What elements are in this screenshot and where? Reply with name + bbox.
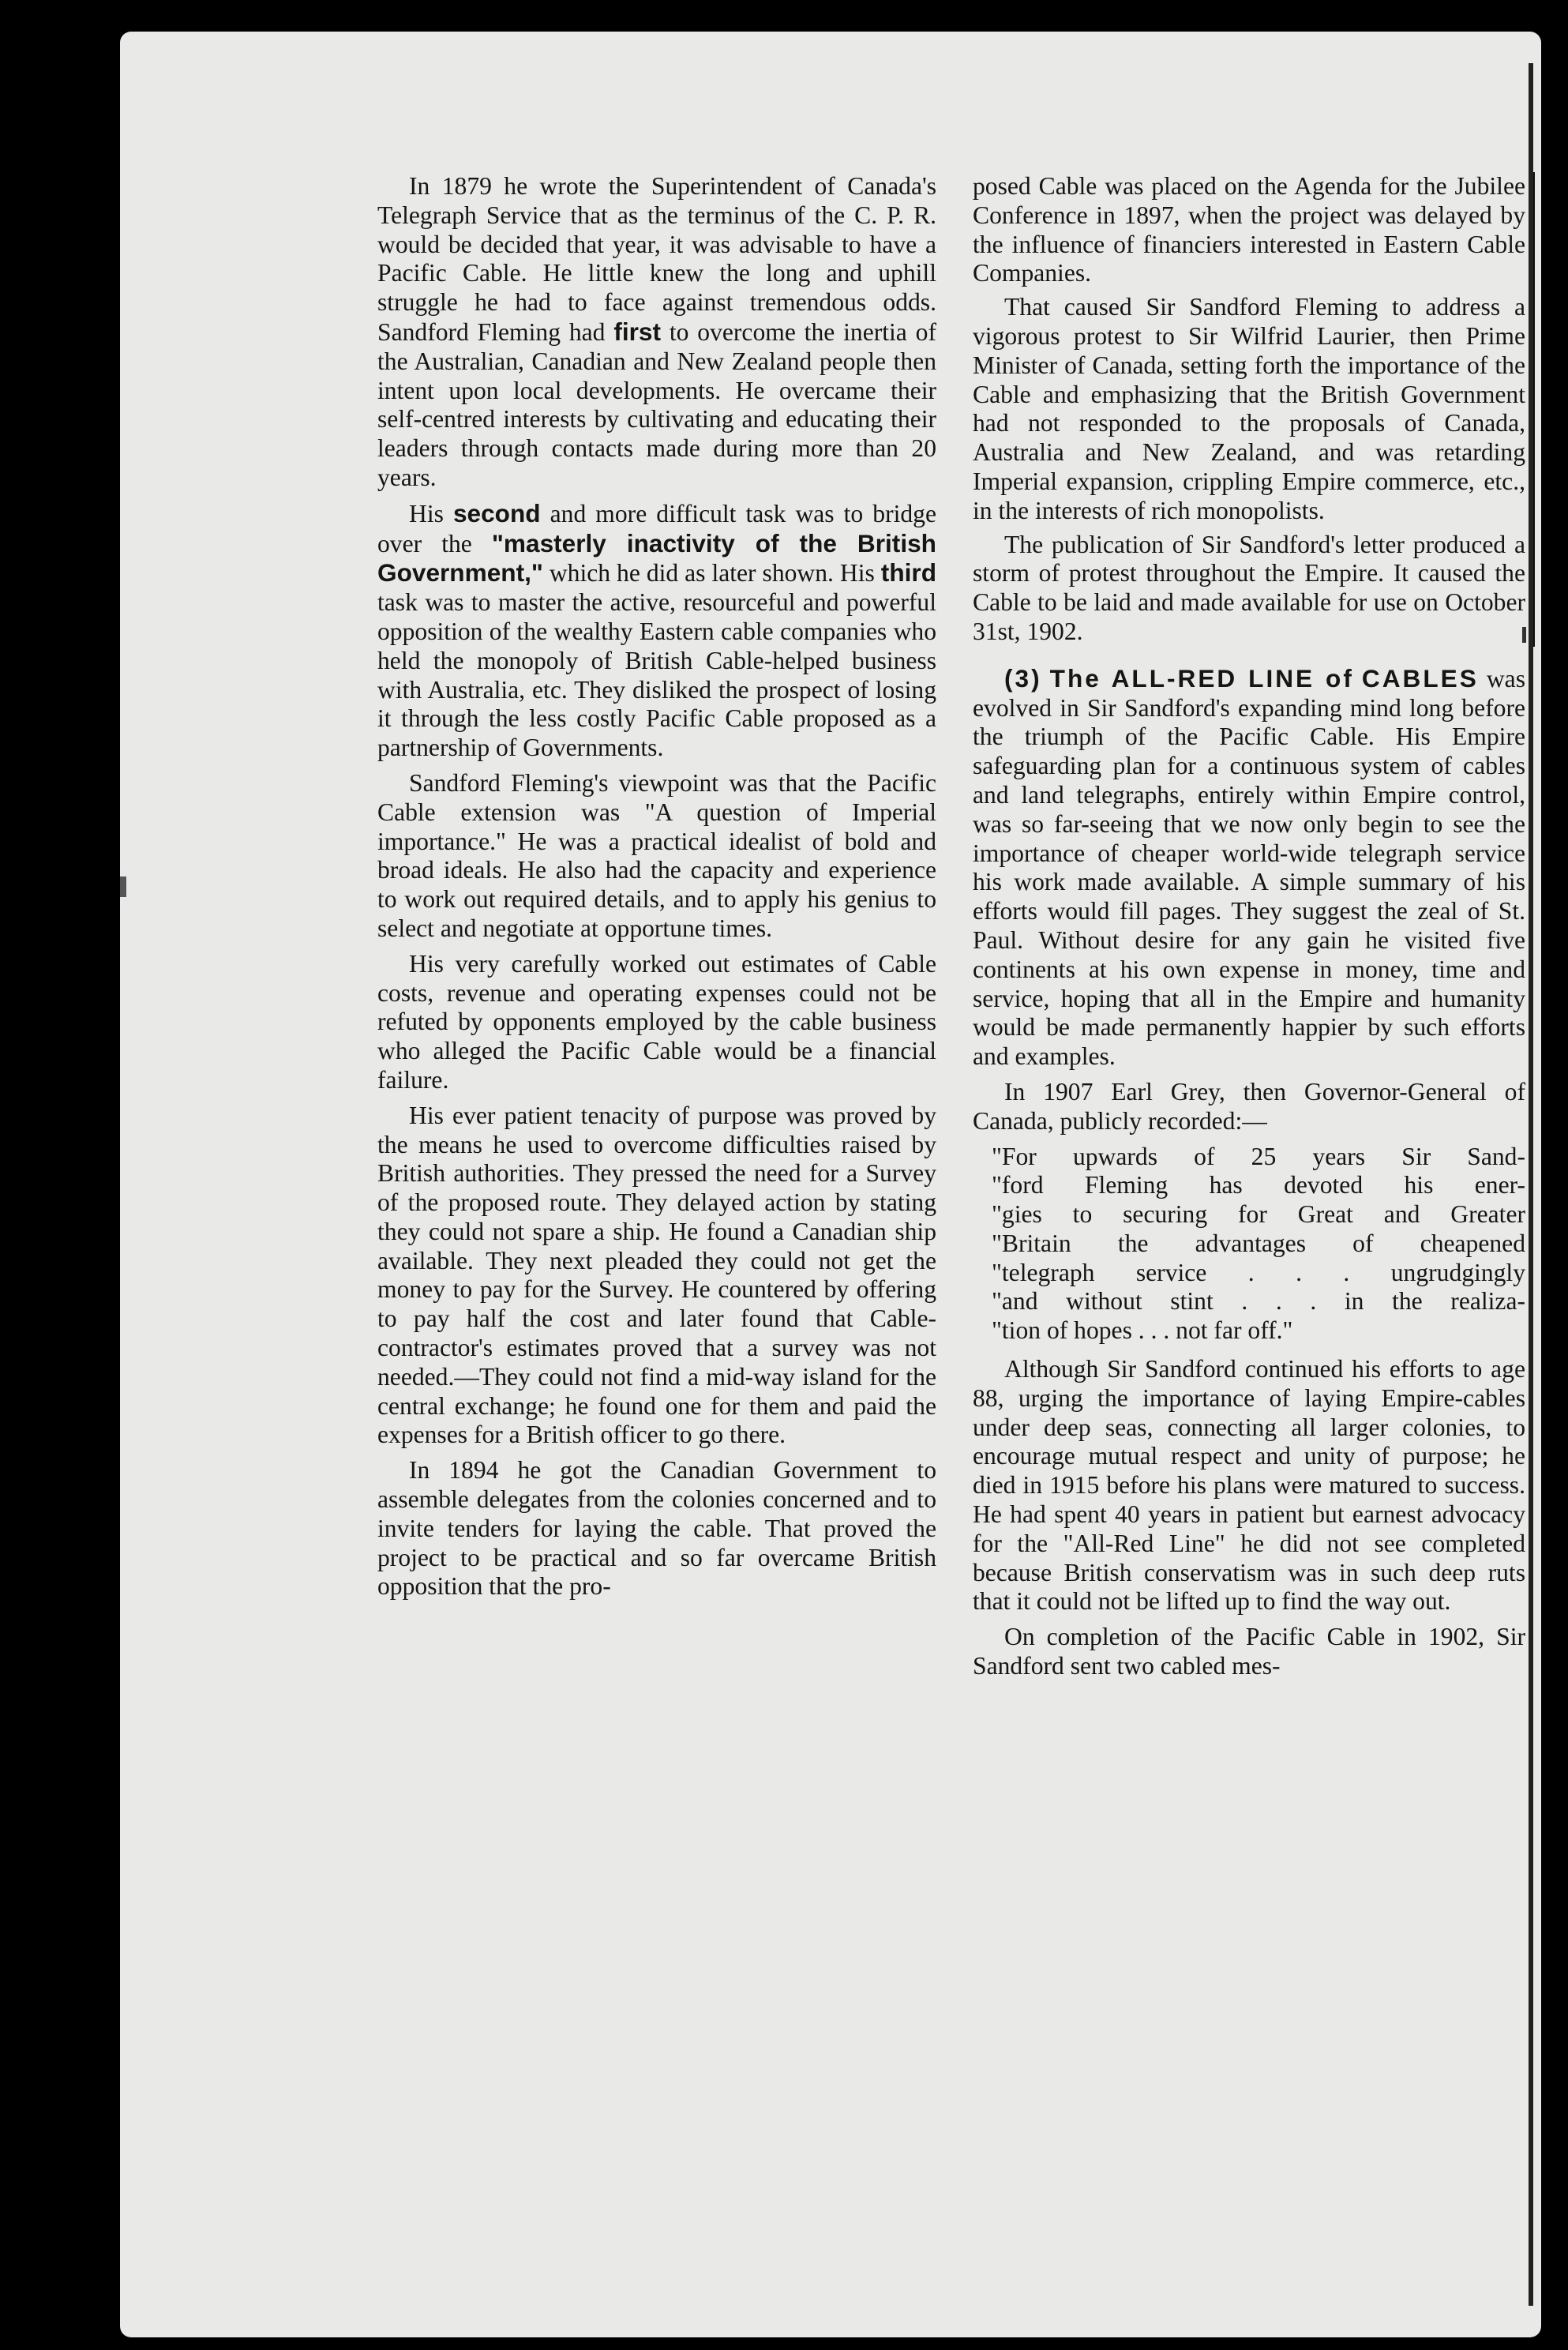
- emphasis-first: first: [613, 317, 661, 346]
- text-span: task was to master the active, resourceful and powerful opposition of the wealthy Eastern cable companies who held the monopoly of British Cable-helped business with Australia, etc. They disliked the prospect of losing it through the less costly Pacific Cable proposed as a partnership of Governments.: [377, 588, 936, 762]
- text-span: and more difficult task was to bridge over the: [377, 499, 936, 557]
- paragraph-all-red-line: [973, 664, 1525, 1072]
- text-span: In 1879 he wrote the Superintendent of Canada's Telegraph Service that as the terminus of the C. P. R. would be decided that year, it was advisable to have a Pacific Cable. He little knew the long and uphill struggle he had to face against tremendous odds. Sandford Fleming had: [377, 172, 936, 346]
- quote-line: "Britain the advantages of cheapened: [992, 1229, 1525, 1257]
- quote-line: "ford Fleming has devoted his ener-: [992, 1171, 1525, 1199]
- paragraph-completion: On completion of the Pacific Cable in 1902, Sir Sandford sent two cabled mes-: [973, 1623, 1525, 1680]
- section-title: The ALL-RED LINE of: [1049, 663, 1354, 693]
- section-number: (3): [1004, 663, 1042, 693]
- emphasis-third: third: [880, 558, 936, 588]
- paragraph-earl-grey: In 1907 Earl Grey, then Governor-General of Canada, publicly recorded:—: [973, 1077, 1525, 1135]
- paragraph-age-88: Although Sir Sandford continued his efforts to age 88, urging the importance of laying Empire-cables under deep seas, connecting all larger colonies, to encourage mutual respect and unity of purpose; he died in 1915 before his plans were matured to success. He had spent 40 years in patient but earnest advocacy for the "All-Red Line" he did not see completed because British conservatism was in such deep ruts that it could not be lifted up to find the way out.: [973, 1355, 1525, 1616]
- paragraph-protest: That caused Sir Sandford Fleming to address a vigorous protest to Sir Wilfrid Laurier, then Prime Minister of Canada, setting forth the importance of the Cable and emphasizing that the British Government had not responded to the proposals of Canada, Australia and New Zealand, and was retarding Imperial expansion, crippling Empire commerce, etc., in the interests of rich monopolists.: [973, 293, 1525, 524]
- section-title-continued: CABLES: [1361, 663, 1479, 693]
- quote-line: "telegraph service . . . ungrudgingly: [992, 1258, 1525, 1286]
- document-page: [120, 32, 1541, 2337]
- text-span: was evolved in Sir Sandford's expanding mind long before the triumph of the Pacific Cable. His Empire safeguarding plan for a continuous system of cables and land telegraphs, entirely within Empire control, was so far-seeing that we now only begin to see the importance of cheaper world-wide telegraph service his work made available. A simple summary of his efforts would fill pages. They suggest the zeal of St. Paul. Without desire for any gain he visited five continents at his own expense in money, time and service, hoping that all in the Empire and humanity would be made permanently happier by such efforts and examples.: [973, 664, 1525, 1071]
- left-text-column: [377, 172, 936, 1608]
- block-quote: [992, 1143, 1525, 1346]
- emphasis-masterly-inactivity: "masterly inactivity of the British Government,": [377, 528, 936, 588]
- paragraph-jubilee: posed Cable was placed on the Agenda for the Jubilee Conference in 1897, when the project was delayed by the influence of financiers interested in Eastern Cable Companies.: [973, 172, 1525, 287]
- text-span: which he did as later shown. His: [549, 559, 875, 588]
- right-text-column: [973, 172, 1525, 1687]
- quote-line: "tion of hopes . . . not far off.": [992, 1316, 1293, 1345]
- paragraph-tenacity: His ever patient tenacity of purpose was proved by the means he used to overcome difficulties raised by British authorities. They pressed the need for a Survey of the proposed route. They delayed action by stating they could not spare a ship. He found a Canadian ship available. They next pleaded they could not get the money to pay for the Survey. He countered by offering to pay half the cost and later found that Cable-contractor's estimates proved that a survey was not needed.—They could not find a mid-way island for the central exchange; he found one for them and paid the expenses for a British officer to go there.: [377, 1101, 936, 1449]
- emphasis-second: second: [452, 498, 541, 527]
- scan-speck: [120, 877, 126, 897]
- quote-line: "gies to securing for Great and Greater: [992, 1200, 1525, 1229]
- paragraph-estimates: His very carefully worked out estimates of Cable costs, revenue and operating expenses could not be refuted by opponents employed by the cable business who alleged the Pacific Cable would be a financial failure.: [377, 949, 936, 1094]
- quote-line: "and without stint . . . in the realiza-: [992, 1287, 1525, 1316]
- quote-line: "For upwards of 25 years Sir Sand-: [992, 1142, 1525, 1170]
- text-span: to overcome the inertia of the Australian, Canadian and New Zealand people then intent upon local developments. He overcame their self-centred interests by cultivating and educating their leaders through contacts made during more than 20 years.: [377, 317, 936, 491]
- paragraph-publication: The publication of Sir Sandford's letter produced a storm of protest throughout the Empire. It caused the Cable to be laid and made available for use on October 31st, 1902.: [973, 530, 1525, 645]
- scan-speck: [1522, 627, 1526, 643]
- boxed-section: [973, 172, 1535, 647]
- page-edge-shadow: [1529, 63, 1533, 2306]
- paragraph-viewpoint: Sandford Fleming's viewpoint was that the Pacific Cable extension was "A question of Imperial importance." He was a practical idealist of bold and broad ideals. He also had the capacity and experience to work out required details, and to apply his genius to select and negotiate at opportune times.: [377, 768, 936, 942]
- paragraph-second-task: [377, 499, 936, 763]
- text-span: His: [409, 499, 444, 527]
- paragraph-1879: [377, 172, 936, 493]
- paragraph-1894: In 1894 he got the Canadian Government to assemble delegates from the colonies concerned and to invite tenders for laying the cable. That proved the project to be practical and so far overcame British opposition that the pro-: [377, 1456, 936, 1601]
